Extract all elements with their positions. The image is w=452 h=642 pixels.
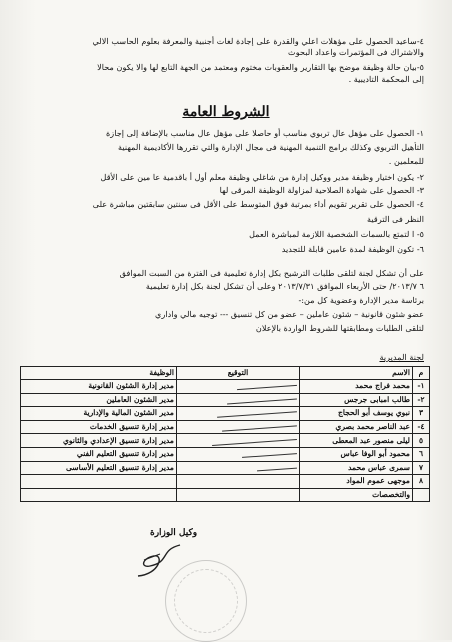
- row-job: مدير إدارة تنسيق التعليم الأساسى: [21, 461, 177, 475]
- header-job: الوظيفة: [21, 367, 177, 380]
- signature-mark: [177, 393, 300, 407]
- row-job: مدير إدارة تنسيق الخدمات: [21, 420, 177, 434]
- table-row: [21, 461, 430, 475]
- row-name: سمرى عباس محمد: [300, 461, 413, 475]
- announcement-line-3: برئاسة مدير الإدارة وعضوية كل من:-: [298, 295, 424, 305]
- table-header-row: [21, 367, 430, 380]
- condition-line-7: النظر فى الترقية: [367, 214, 424, 224]
- signature-cell: [177, 475, 300, 489]
- signature-mark: [177, 380, 300, 394]
- condition-line-5: ٣- الحصول على شهادة الصلاحية لمزاولة الوظيفة المرقى لها: [219, 185, 424, 195]
- row-job: مدير إدارة تنسيق التعليم الفني: [21, 447, 177, 461]
- condition-line-2: التأهيل التربوي وكذلك برامج التنمية المهنية فى مجال الإدارة والتي تقررها الأكاديمية المهنية: [118, 142, 424, 152]
- row-name: محمد فراج محمد: [300, 380, 413, 394]
- committee-title: لجنة المديرية: [379, 352, 424, 362]
- row-job: مدير الشئون العاملين: [21, 393, 177, 407]
- row-no: ٥: [413, 434, 430, 448]
- signoff-label: وكيل الوزارة: [150, 528, 198, 538]
- row-job: [21, 488, 177, 502]
- row-name: والتخصصات: [300, 488, 413, 502]
- table-row: [21, 393, 430, 407]
- row-job: [21, 475, 177, 489]
- condition-line-4: ٢- يكون اختيار وظيفة مدير ووكيل إدارة من شاغلي وظيفة معلم أول أ باقدمية عا مين على الأقل: [100, 172, 424, 182]
- intro-line-3: ٥-بيان حالة وظيفة موضح بها التقارير والعقوبات مختوم ومعتمد من الجهة التابع لها والا يكون محالا: [97, 62, 424, 72]
- intro-line-1: ٤-ساعيد الحصول على مؤهلات اعلي والقدرة على إجادة لغات أجنبية والمعرفة بعلوم الحاسب الالي: [92, 36, 424, 46]
- condition-line-9: ٦- تكون الوظيفة لمدة عامين قابلة للتجديد: [281, 244, 424, 254]
- announcement-line-2: ٦ ٢٠١٣/٧/ حتى الأربعاء الموافق ٢٠١٣/٧/٣١ وعلى أن تشكل لجنة بكل إدارة تعليمية: [145, 281, 424, 291]
- signature-mark: [177, 434, 300, 448]
- announcement-line-5: لتلقى الطلبات ومطابقتها للشروط الواردة بالإعلان: [255, 323, 424, 333]
- row-no: ٧: [413, 461, 430, 475]
- row-name: ليلى منصور عبد المعطى: [300, 434, 413, 448]
- row-job: مدير إدارة تنسيق الإعدادي والثانوي: [21, 434, 177, 448]
- table-row: [21, 447, 430, 461]
- signature-mark: [177, 420, 300, 434]
- row-no: ١-: [413, 380, 430, 394]
- row-name: عبد الناصر محمد بصري: [300, 420, 413, 434]
- row-name: موجهى عموم المواد: [300, 475, 413, 489]
- condition-line-3: للمعلمين .: [388, 156, 424, 166]
- row-no: [413, 488, 430, 502]
- announcement-line-4: عضو شئون قانونية – شئون عاملين – عضو من كل تنسيق --- توجيه مالي واداري: [155, 309, 424, 319]
- committee-table: [20, 366, 430, 502]
- row-no: ٦: [413, 447, 430, 461]
- row-no: ٤-: [413, 420, 430, 434]
- signature-cell: [177, 488, 300, 502]
- row-job: مدير الشئون المالية والإدارية: [21, 407, 177, 421]
- table-row: [21, 475, 430, 489]
- condition-line-1: ١- الحصول على مؤهل عال تربوي مناسب أو حاصلا على مؤهل عال مناسب بالإضافة إلى إجازة: [105, 128, 424, 138]
- condition-line-6: ٤- الحصول على تقرير تقويم أداء بمرتبة فوق المتوسط على الأقل فى سنتين سابقتين مباشرة على: [92, 199, 424, 209]
- table-row: [21, 434, 430, 448]
- header-name: الاسم: [300, 367, 413, 380]
- header-signature: التوقيع: [177, 367, 300, 380]
- table-row: [21, 380, 430, 394]
- signature-mark: [177, 407, 300, 421]
- intro-line-2: والاشتراك فى المؤتمرات واعداد البحوث: [288, 47, 424, 57]
- condition-line-8: ٥- ا لتمتع بالسمات الشخصية اللازمة لمباشرة العمل: [249, 229, 424, 239]
- table-row: [21, 407, 430, 421]
- official-stamp: [165, 560, 247, 642]
- row-job: مدير إدارة الشئون القانونية: [21, 380, 177, 394]
- intro-line-4: إلى المحكمة التاديبية .: [348, 74, 424, 84]
- signature-mark: [177, 461, 300, 475]
- row-name: طالب امبابى جرجس: [300, 393, 413, 407]
- row-no: ٣: [413, 407, 430, 421]
- table-row: [21, 488, 430, 502]
- row-no: ٨: [413, 475, 430, 489]
- header-no: م: [413, 367, 430, 380]
- section-heading: الشروط العامة: [182, 104, 270, 120]
- table-row: [21, 420, 430, 434]
- row-no: ٢-: [413, 393, 430, 407]
- row-name: محمود أبو الوفا عباس: [300, 447, 413, 461]
- signature-mark: [177, 447, 300, 461]
- announcement-line-1: على أن تشكل لجنة لتلقى طلبات الترشيح بكل إدارة تعليمية فى الفترة من السبت الموافق: [119, 268, 424, 278]
- row-name: نبوي يوسف أبو الحجاج: [300, 407, 413, 421]
